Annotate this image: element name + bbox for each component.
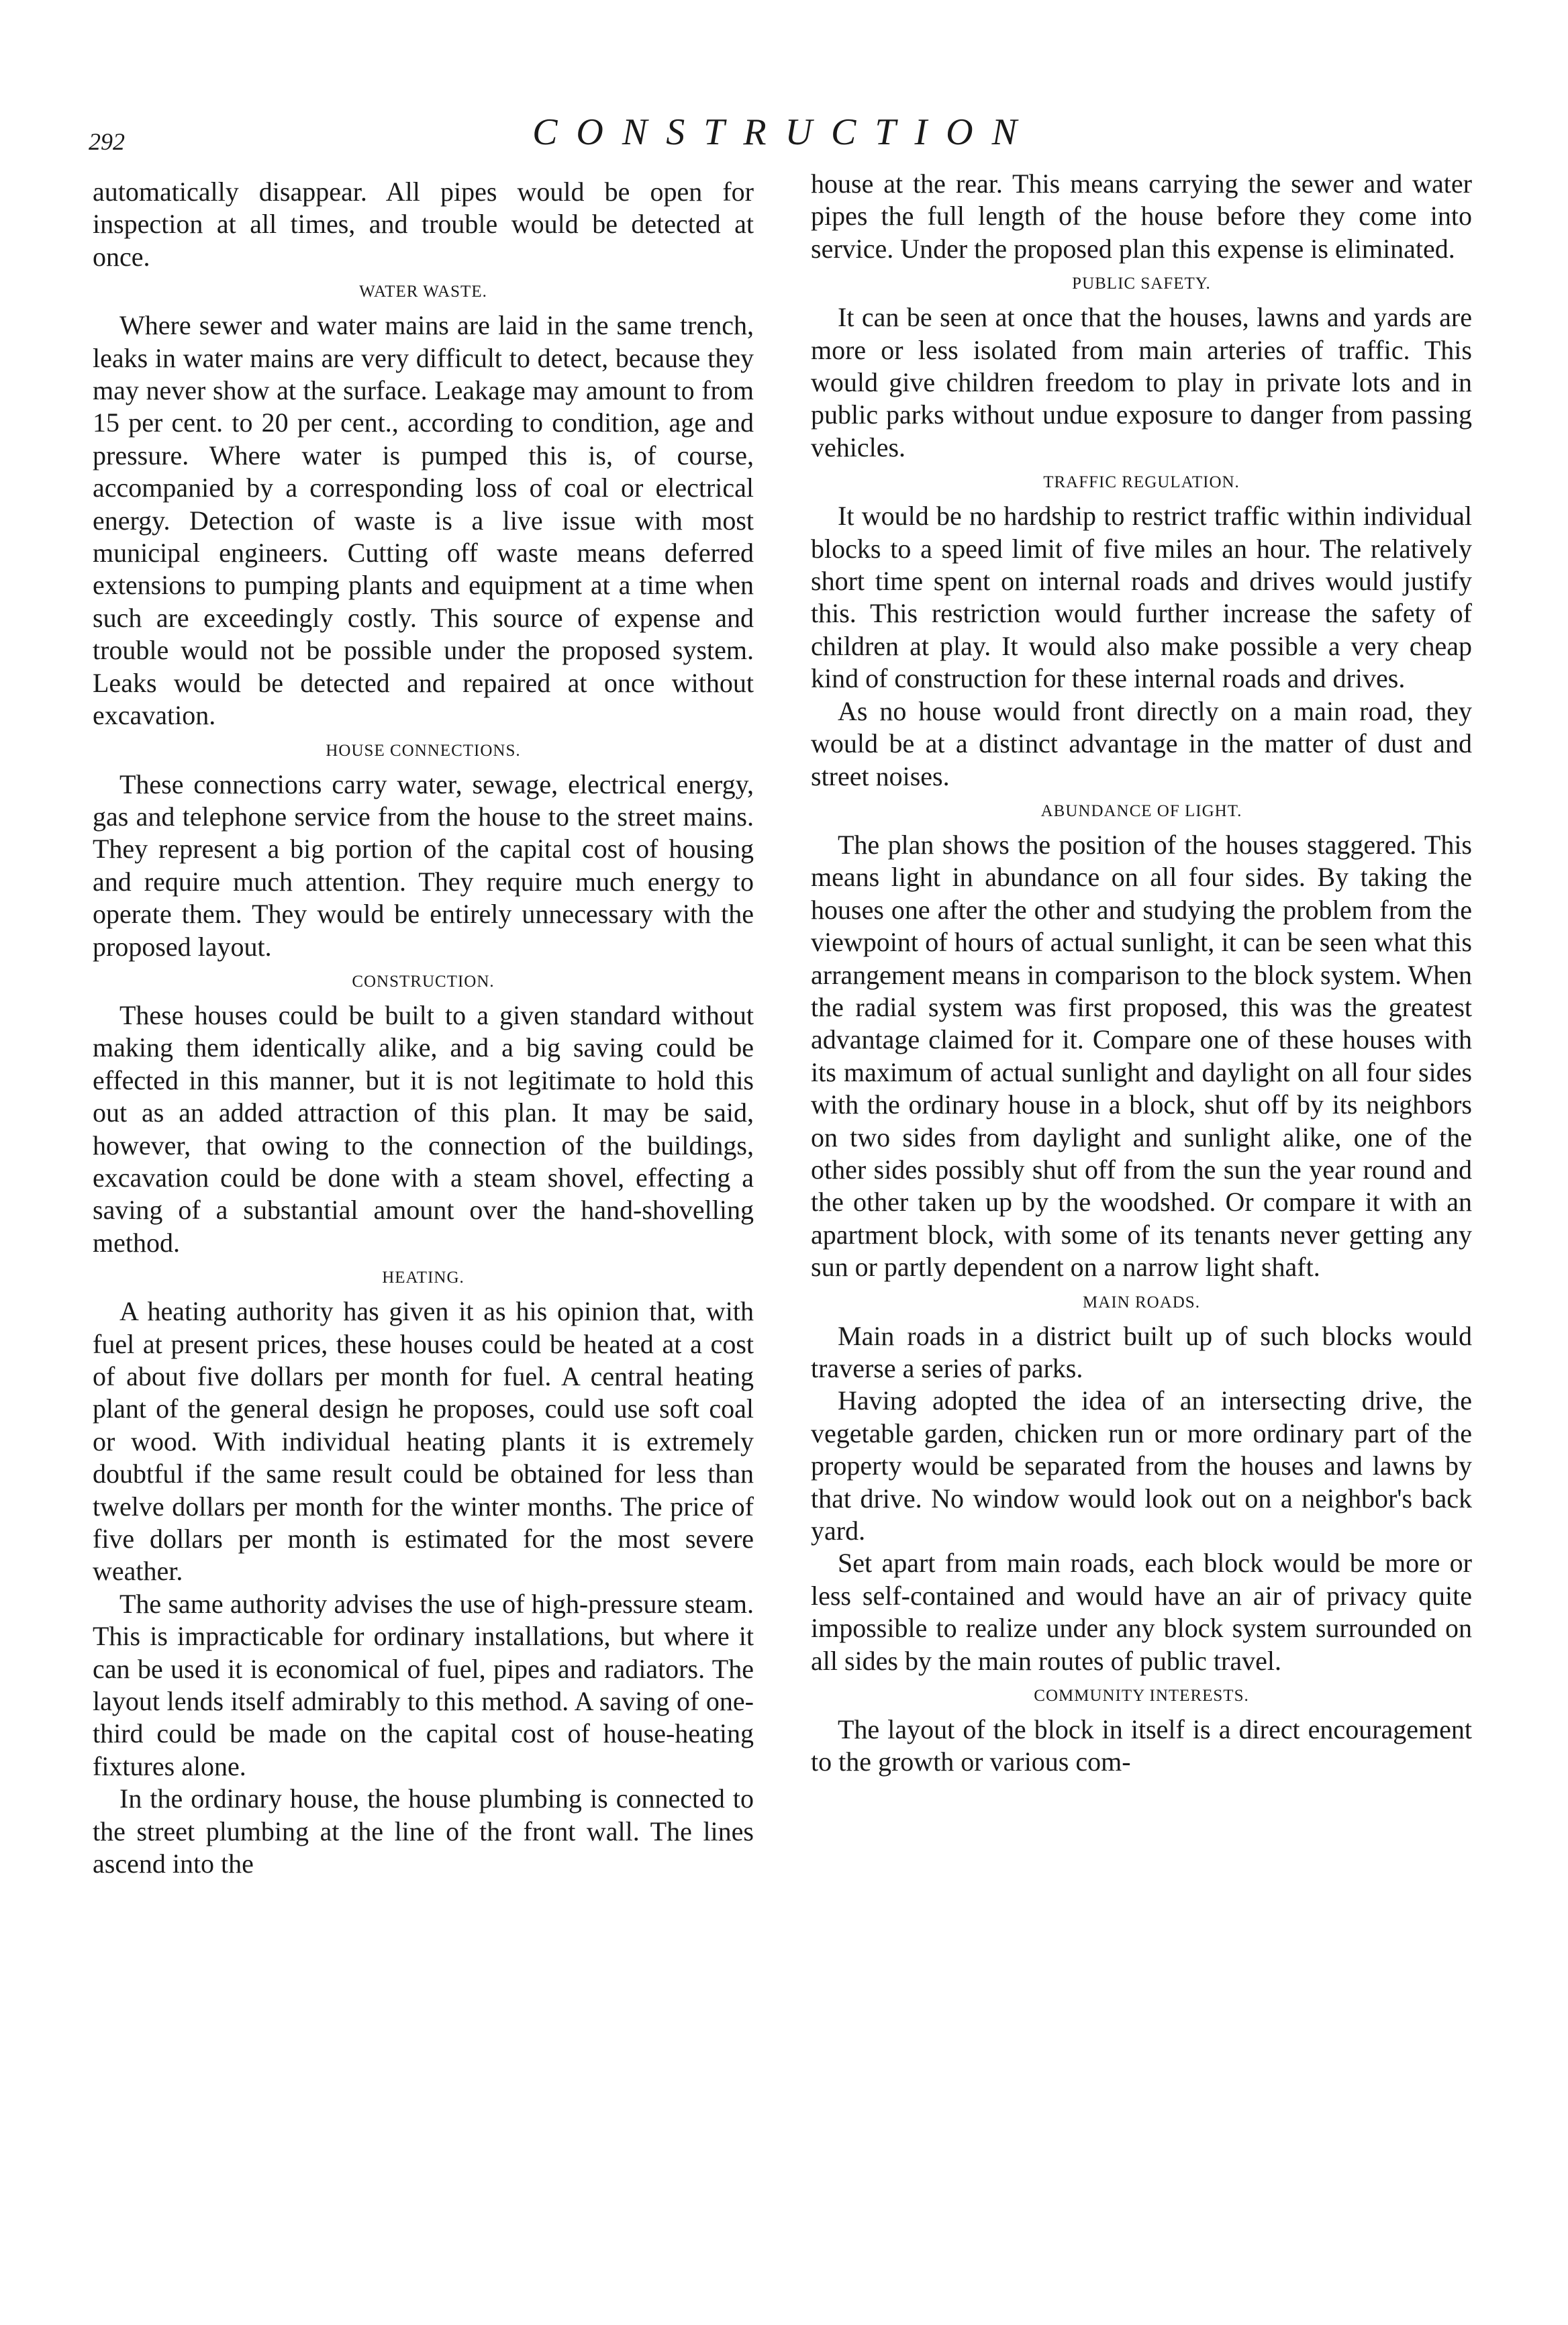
main-roads-paragraph-3: Set apart from main roads, each block would be more or less self-contained and would have an air of privacy quite impossible to realize under any block system surrounded on all sides by the main routes of public travel. — [811, 1548, 1472, 1676]
house-connections-paragraph: These connections carry water, sewage, electrical energy, gas and telephone service from the house to the street mains. They represent a big portion of the capital cost of housing and require much attention. They require much energy to operate them. They would be entirely unnecessary with the proposed layout. — [93, 769, 754, 962]
public-safety-paragraph: It can be seen at once that the houses, lawns and yards are more or less isolated from main arteries of traffic. This would give children freedom to play in private lots and in public parks without undue exposure to danger from passing vehicles. — [811, 302, 1472, 462]
traffic-regulation-paragraph-1: It would be no hardship to restrict traffic within individual blocks to a speed limit of five miles an hour. The relatively short time spent on internal roads and drives would justify this. This restriction would further increase the safety of children at play. It would also make possible a very cheap kind of construction for these internal roads and drives. — [811, 501, 1472, 694]
section-heading-construction: CONSTRUCTION. — [352, 972, 495, 991]
section-heading-heating: HEATING. — [382, 1269, 464, 1287]
left-column — [93, 176, 754, 1881]
section-heading-abundance-of-light: ABUNDANCE OF LIGHT. — [1040, 801, 1242, 820]
traffic-regulation-paragraph-2: As no house would front directly on a main road, they would be at a distinct advantage in the matter of dust and street noises. — [811, 695, 1472, 791]
section-heading-main-roads: MAIN ROADS. — [1083, 1293, 1200, 1312]
right-column — [811, 168, 1472, 1779]
section-heading-house-connections: HOUSE CONNECTIONS. — [326, 741, 521, 760]
running-title: CONSTRUCTION — [532, 111, 1036, 153]
main-roads-paragraph-1: Main roads in a district built up of such blocks would traverse a series of parks. — [811, 1320, 1472, 1383]
community-interests-paragraph: The layout of the block in itself is a direct encouragement to the growth or various com- — [811, 1714, 1472, 1777]
continued-paragraph: house at the rear. This means carrying the sewer and water pipes the full length of the house before they come into service. Under the proposed plan this expense is eliminated. — [811, 168, 1472, 264]
main-roads-paragraph-2: Having adopted the idea of an intersecting drive, the vegetable garden, chicken run or more ordinary part of the property would be separated from the houses and lawns by that drive. No window would look out on a neighbor's back yard. — [811, 1385, 1472, 1546]
section-heading-traffic-regulation: TRAFFIC REGULATION. — [1043, 473, 1240, 492]
heating-paragraph-1: A heating authority has given it as his opinion that, with fuel at present prices, these houses could be heated at a cost of about five dollars per month for fuel. A central heating plant of the general design he proposes, could use soft coal or wood. With individual heating plants it is extremely doubtful if the same result could be obtained for less than twelve dollars per month for the winter months. The price of five dollars per month is estimated for the most severe weather. — [93, 1296, 754, 1587]
page-number: 292 — [89, 128, 125, 155]
abundance-of-light-paragraph: The plan shows the position of the houses staggered. This means light in abundance on all four sides. By taking the houses one after the other and studying the problem from the viewpoint of hours of actual sunlight, it can be seen what this arrangement means in comparison to the block system. When the radial system was first proposed, this was the greatest advantage claimed for it. Compare one of these houses with its maximum of actual sunlight and daylight on all four sides with the ordinary house in a block, shut off by its neighbors on two sides from daylight and sunlight alike, one of the other sides possibly shut off from the sun the year round and the other taken up by the woodshed. Or compare it with an apartment block, with some of its tenants never getting any sun or partly dependent on a narrow light shaft. — [811, 829, 1472, 1283]
water-waste-paragraph: Where sewer and water mains are laid in the same trench, leaks in water mains are very difficult to detect, because they may never show at the surface. Leakage may amount to from 15 per cent. to 20 per cent., according to condition, age and pressure. Where water is pumped this is, of course, accompanied by a corresponding loss of coal or electrical energy. Detection of waste is a live issue with most municipal engineers. Cutting off waste means deferred extensions to pumping plants and equipment at a time when such are exceedingly costly. This source of expense and trouble would not be possible under the proposed system. Leaks would be detected and repaired at once without excavation. — [93, 310, 754, 731]
section-heading-community-interests: COMMUNITY INTERESTS. — [1034, 1687, 1249, 1705]
section-heading-public-safety: PUBLIC SAFETY. — [1072, 275, 1211, 293]
construction-paragraph: These houses could be built to a given standard without making them identically alike, and a big saving could be effected in this manner, but it is not legitimate to hold this out as an added attraction of this plan. It may be said, however, that owing to the connection of the buildings, excavation could be done with a steam shovel, effecting a saving of a substantial amount over the hand-shovelling method. — [93, 999, 754, 1258]
heating-paragraph-2: The same authority advises the use of high-pressure steam. This is impracticable for ordinary installations, but where it can be used it is economical of fuel, pipes and radiators. The layout lends itself admirably to this method. A saving of one-third could be made on the capital cost of house-heating fixtures alone. — [93, 1588, 754, 1781]
continued-paragraph: automatically disappear. All pipes would be open for inspection at all times, and trouble would be detected at once. — [93, 177, 754, 272]
heating-paragraph-3: In the ordinary house, the house plumbing is connected to the street plumbing at the line of the front wall. The lines ascend into the — [93, 1783, 754, 1879]
section-heading-water-waste: WATER WASTE. — [359, 283, 487, 301]
